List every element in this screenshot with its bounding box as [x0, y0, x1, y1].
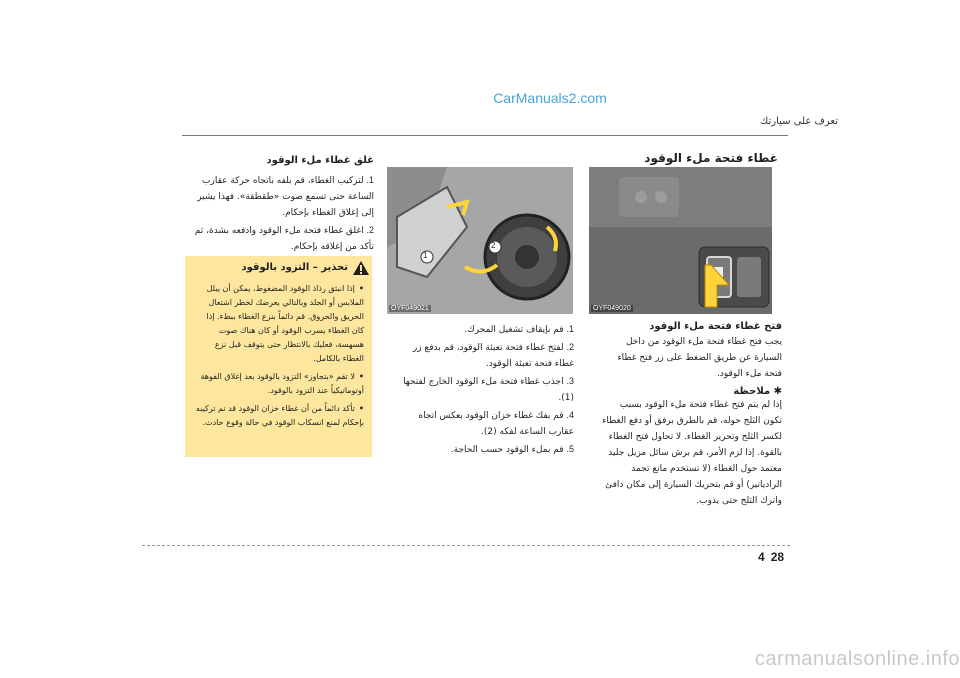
note-heading-label: ملاحظة	[733, 386, 771, 397]
footer-rule	[142, 545, 790, 546]
warning-box	[185, 256, 372, 457]
fuel-door-procedure-section	[392, 321, 574, 459]
list-item: 1. قم بإيقاف تشغيل المحرك.	[464, 324, 574, 335]
note-heading	[600, 386, 782, 397]
callout-label-2: 2	[491, 241, 496, 250]
list-item: 5. قم بملء الوقود حسب الحاجة.	[450, 444, 574, 455]
chapter-number: 4	[758, 550, 765, 564]
warning-triangle-icon	[352, 260, 370, 280]
watermark-top: CarManuals2.com	[493, 90, 607, 106]
fuel-cap-close-section	[182, 155, 374, 256]
asterisk-icon: ✱	[773, 386, 782, 397]
list-item: 2. اغلق غطاء فتحة ملء الوقود وادفعه بشدة، ثم تأكد من إغلاقه بإحكام.	[194, 225, 374, 252]
list-item: 4. قم بفك غطاء خزان الوقود بعكس اتجاه عقارب الساعة لفكه (2).	[418, 410, 574, 437]
list-item: •تأكد دائماً من أن غطاء خزان الوقود قد تم تركيبه بإحكام لمنع انسكاب الوقود في حالة وقوع حادث.	[195, 404, 364, 427]
watermark-bottom: carmanualsonline.info	[754, 648, 960, 670]
running-head: تعرف على سيارتك	[760, 116, 838, 127]
list-item: 3. اجذب غطاء فتحة ملء الوقود الخارج لفتحها (1).	[403, 376, 574, 403]
section-title-fuel-door: غطاء فتحة ملء الوقود	[644, 151, 778, 165]
photo-caption: OYF049021	[391, 305, 429, 312]
subheading: فتح غطاء فتحة ملء الوقود	[649, 321, 782, 332]
note-body: إذا لم يتم فتح غطاء فتحة ملء الوقود بسبب تكون الثلج حوله، قم بالطرق برفق أو دفع الغطاء لكسر الثلج وتحرير الغطاء. لا تحاول فتح الغطاء بالقوة. إذا لزم الأمر، قم برش سائل مزيل جليد معتمد حول الغطاء (لا تستخدم مانع تجمد الرادياتير) أو قم بتحريك السيارة إلى مكان دافئ واترك الثلج حتى يذوب.	[602, 400, 782, 506]
page-number	[758, 550, 784, 564]
list-item: •لا تقم «بتجاوز» التزود بالوقود بعد إغلاق الفوهة أوتوماتيكياً عند التزود بالوقود.	[200, 372, 364, 395]
page-number-value: 28	[770, 550, 785, 564]
photo-caption: OYF049020	[593, 305, 631, 312]
warning-list	[192, 282, 364, 434]
fuel-cap-illustration	[387, 167, 573, 314]
fuel-cap-photo	[387, 167, 573, 314]
section-title-close: غلق غطاء ملء الوقود	[266, 155, 374, 166]
header-rule	[182, 135, 788, 136]
list-item: 2. لفتح غطاء فتحة تعبئة الوقود، قم بدفع زر غطاء فتحة تعبئة الوقود.	[412, 342, 574, 369]
callout-label-1: 1	[423, 251, 428, 260]
list-item: •إذا انبثق رذاذ الوقود المضغوط، يمكن أن يبلل الملابس أو الجلد وبالتالي يعرضك لخطر اشتعال الحريق والحروق. قم دائماً بنزع الغطاء ببطء. إذا كان الغطاء يسرب الوقود أو كان هناك صوت هسهسة، فعليك بالانتظار حتى يتوقف قبل نزع الغطاء بالكامل.	[206, 284, 364, 363]
list-item: 1. لتركيب الغطاء، قم بلفه باتجاه حركة عقارب الساعة حتى تسمع صوت «طقطقة». فهذا يشير إلى إغلاق الغطاء بإحكام.	[197, 175, 374, 218]
warning-heading: تحذير – التزود بالوقود	[241, 262, 348, 273]
fuel-door-button-illustration	[589, 167, 772, 314]
fuel-door-button-photo	[589, 167, 772, 314]
body-text: يجب فتح غطاء فتحة ملء الوقود من داخل السيارة عن طريق الضغط على زر فتح غطاء فتحة ملء الوقود.	[617, 337, 782, 379]
fuel-door-open-section	[600, 321, 782, 509]
